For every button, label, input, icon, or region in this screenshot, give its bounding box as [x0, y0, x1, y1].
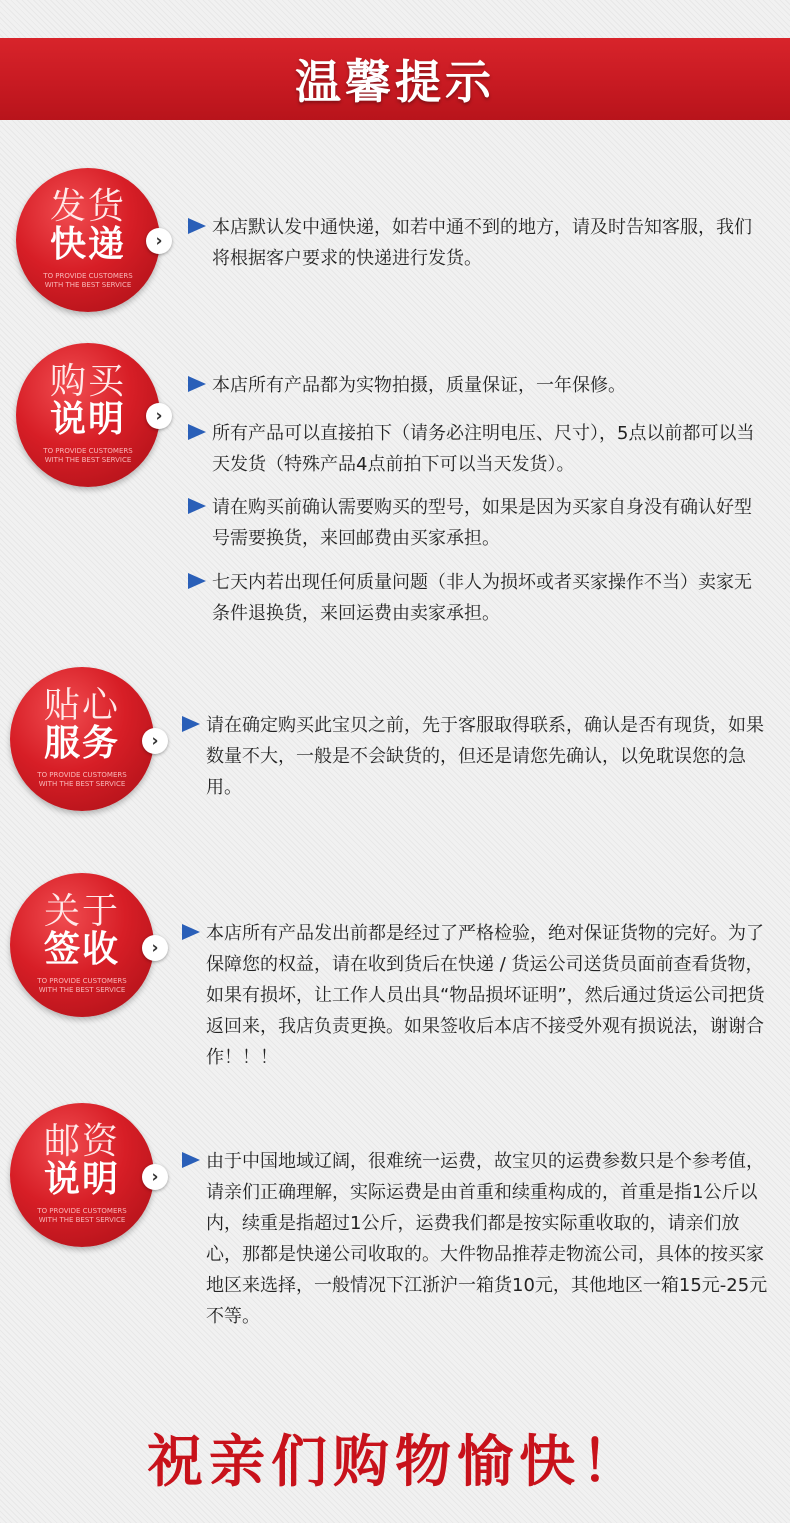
page-title: 温馨提示 [295, 55, 495, 109]
chevron-right-icon: › [142, 1164, 168, 1190]
badge-subtitle: TO PROVIDE CUSTOMERS WITH THE BEST SERVICE [43, 447, 133, 464]
arrow-bullet-icon [188, 573, 206, 589]
item-text: 本店所有产品发出前都是经过了严格检验，绝对保证货物的完好。为了保障您的权益，请在收到货后在快递 / 货运公司送货员面前查看货物，如果有损坏，让工作人员出具“物品损坏证明”，然后通过货运公司把货返回来，我店负责更换。如果签收后本店不接受外观有损说法，谢谢合作！！！ [206, 923, 765, 1068]
badge-title-bottom: 说明 [43, 1159, 120, 1200]
badge-purchase [16, 343, 160, 487]
arrow-bullet-icon [182, 924, 200, 940]
list-item [188, 370, 768, 401]
chevron-right-icon: › [142, 935, 168, 961]
arrow-bullet-icon [188, 218, 206, 234]
list-item [182, 1146, 772, 1332]
chevron-right-icon: › [146, 228, 172, 254]
badge-subtitle: TO PROVIDE CUSTOMERS WITH THE BEST SERVICE [43, 272, 133, 289]
badge-title-top: 贴心 [43, 685, 120, 726]
badge-subtitle: TO PROVIDE CUSTOMERS WITH THE BEST SERVICE [37, 1207, 127, 1224]
item-text: 七天内若出现任何质量问题（非人为损坏或者买家操作不当）卖家无条件退换货，来回运费由卖家承担。 [212, 572, 752, 624]
badge-title-top: 购买 [49, 361, 126, 402]
chevron-right-icon: › [142, 728, 168, 754]
badge-subtitle: TO PROVIDE CUSTOMERS WITH THE BEST SERVICE [37, 977, 127, 994]
item-text: 本店默认发中通快递，如若中通不到的地方，请及时告知客服，我们将根据客户要求的快递进行发货。 [212, 217, 752, 269]
badge-title-top: 邮资 [43, 1121, 120, 1162]
badge-title-top: 发货 [49, 186, 126, 227]
arrow-bullet-icon [188, 498, 206, 514]
badge-shipping [16, 168, 160, 312]
list-item [182, 710, 772, 803]
arrow-bullet-icon [188, 376, 206, 392]
badge-service [10, 667, 154, 811]
closing-slogan: 祝亲们购物愉快！ [147, 1429, 643, 1495]
badge-receipt [10, 873, 154, 1017]
badge-title-bottom: 说明 [49, 399, 126, 440]
item-text: 所有产品可以直接拍下（请务必注明电压、尺寸），5点以前都可以当天发货（特殊产品4点前拍下可以当天发货）。 [212, 423, 755, 475]
item-text: 请在购买前确认需要购买的型号，如果是因为买家自身没有确认好型号需要换货，来回邮费由买家承担。 [212, 497, 752, 549]
header-banner [0, 38, 790, 120]
list-item [188, 492, 768, 554]
badge-title-bottom: 签收 [43, 929, 120, 970]
arrow-bullet-icon [182, 716, 200, 732]
badge-title-bottom: 服务 [43, 723, 120, 764]
list-item [188, 212, 768, 274]
chevron-right-icon: › [146, 403, 172, 429]
arrow-bullet-icon [188, 424, 206, 440]
list-item [188, 418, 768, 480]
arrow-bullet-icon [182, 1152, 200, 1168]
badge-title-bottom: 快递 [49, 224, 126, 265]
list-item [188, 567, 768, 629]
badge-postage [10, 1103, 154, 1247]
item-text: 本店所有产品都为实物拍摄，质量保证，一年保修。 [212, 375, 626, 396]
list-item [182, 918, 778, 1073]
item-text: 请在确定购买此宝贝之前，先于客服取得联系，确认是否有现货，如果数量不大，一般是不会缺货的，但还是请您先确认，以免耽误您的急用。 [206, 715, 764, 798]
badge-title-top: 关于 [43, 891, 120, 932]
badge-subtitle: TO PROVIDE CUSTOMERS WITH THE BEST SERVICE [37, 771, 127, 788]
item-text: 由于中国地域辽阔，很难统一运费，故宝贝的运费参数只是个参考值，请亲们正确理解，实际运费是由首重和续重构成的，首重是指1公斤以内，续重是指超过1公斤，运费我们都是按实际重收取的，请亲们放心，那都是快递公司收取的。大件物品推荐走物流公司，具体的按买家地区来选择，一般情况下江浙沪一箱货10元，其他地区一箱15元-25元不等。 [206, 1151, 768, 1327]
